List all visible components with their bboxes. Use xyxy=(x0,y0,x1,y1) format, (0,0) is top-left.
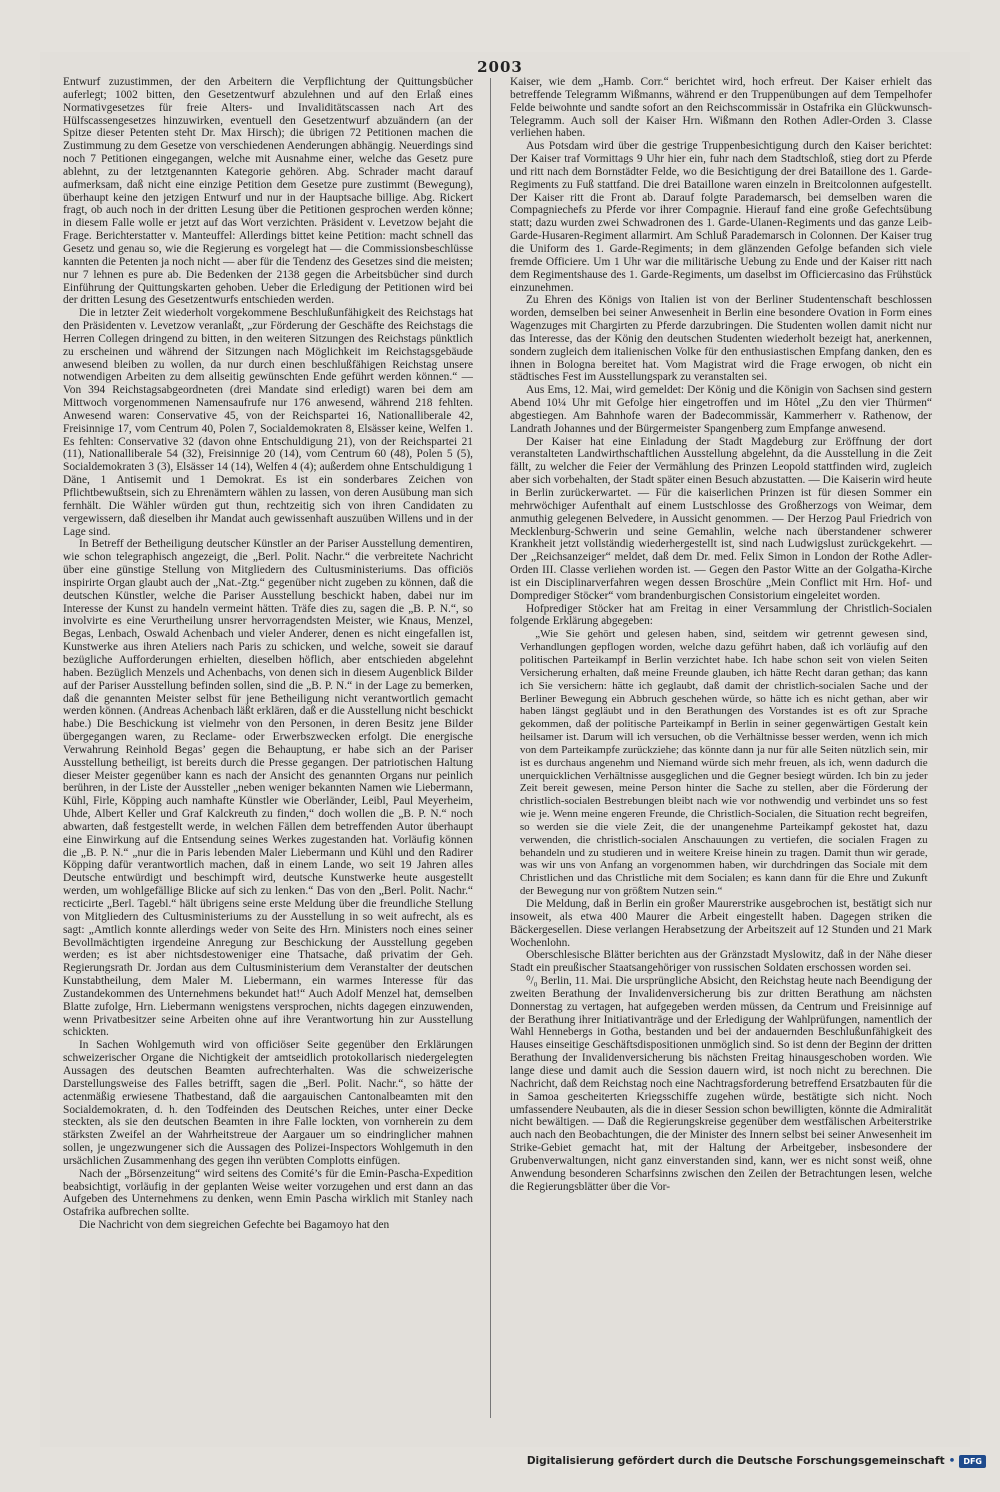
paragraph: Die Nachricht von dem siegreichen Gefechte bei Bagamoyo hat den xyxy=(78,1219,390,1232)
column-divider xyxy=(490,78,491,1418)
paragraph: Entwurf zuzustimmen, der den Arbeitern die Verpflichtung der Quittungsbücher auferlegt; 1002 bitten, den Gesetzentwurf abzulehnen und auf den Erlaß eines Normativgesetzes für freie Alters- und Invaliditätscassen nach Art des Hülfscassengesetzes hinzuwirken, eventuell den Gesetzentwurf abzuändern (an der Spitze dieser Petenten steht Dr. Max Hirsch); die übrigen 72 Petitionen machen die Zustimmung zu dem Gesetze von verschiedenen Aenderungen abhängig. Neuerdings sind noch 7 Petitionen eingegangen, welche mit Ausnahme einer, welche das Gesetz pure ablehnt, zu der letztgenannten Kategorie gehören. Abg. Schrader macht darauf aufmerksam, daß nicht eine einzige Petition dem Gesetze pure zustimmt (Bewegung), überhaupt keine den jetzigen Entwurf und nur in der Hauptsache billige. Abg. Rickert fragt, ob auch noch in der dritten Lesung über die Petitionen gesprochen werden könne; in diesem Falle wolle er jetzt auf das Wort verzichten. Präsident v. Levetzow bejaht die Frage. Berichterstatter v. Manteuffel: Allerdings bittet keine Petition: macht schnell das Gesetz und genau so, wie die Regierung es vorgelegt hat — die Commissionsbeschlüsse kannten die Petenten ja noch nicht — aber für die Tendenz des Gesetzes sind die meisten; nur 7 lehnen es pure ab. Die Bedenken der 2138 gegen die Arbeitsbücher sind durch Einführung der Quittungskarten gehoben. Ueber die Erledigung der Petitionen wird bei der dritten Lesung des Gesetzentwurfs entschieden werden. xyxy=(63,76,473,307)
paragraph: Die Meldung, daß in Berlin ein großer Maurerstrike ausgebrochen ist, bestätigt sich nur insoweit, als etwa 400 Maurer die Arbeit eingestellt haben. Dagegen striken die Bäckergesellen. Diese verlangen Herabsetzung der Arbeitszeit auf 12 Stunden und 21 Mark Wochenlohn. xyxy=(510,898,932,949)
footer-separator: • xyxy=(948,1455,956,1467)
paragraph: Kaiser, wie dem „Hamb. Corr.“ berichtet wird, hoch erfreut. Der Kaiser erhielt das betreffende Telegramm Wißmanns, während er den Truppenübungen auf dem Tempelhofer Felde beiwohnte und sandte sofort an den Reichscommissär in Ostafrika ein Glückwunsch-Telegramm. Auch soll der Kaiser Hrn. Wißmann den Rothen Adler-Orden 3. Classe verliehen haben. xyxy=(510,76,932,140)
paragraph: Aus Ems, 12. Mai, wird gemeldet: Der König und die Königin von Sachsen sind gestern Abend 10¼ Uhr mit Gefolge hier eingetroffen und im Hôtel „Zu den vier Thürmen“ abgestiegen. Am Bahnhofe waren der Badecommissär, Kammerherr v. Rathenow, der Landrath Johannes und der Bürgermeister Spangenberg zum Empfange anwesend. xyxy=(510,384,932,435)
dfg-logo-icon[interactable]: DFG xyxy=(959,1455,986,1468)
page-number: 2003 xyxy=(477,58,523,76)
paragraph: Hofprediger Stöcker hat am Freitag in einer Versammlung der Christlich-Socialen folgende Erklärung abgegeben: xyxy=(510,602,932,628)
quoted-declaration: „Wie Sie gehört und gelesen haben, sind, seitdem wir getrennt gewesen sind, Verhandlungen gepflogen worden, welche dazu geführt haben, daß ich vorläufig auf den politischen Parteikampf in Berlin verzichtet habe. Ich habe schon seit von vielen Seiten Versicherung erhalten, daß meine Freunde glauben, ich hätte Recht daran gethan; das kann ich Sie versichern: hätte ich geglaubt, daß damit der christlich-socialen Sache und der Berliner Bewegung ein Abbruch geschehen würde, so hätte ich es nicht gethan, aber wir haben längst gegläubt und in den Berathungen des Vorstandes ist es oft zur Sprache gekommen, daß der politische Parteikampf in Berlin in seiner gegenwärtigen Gestalt kein heilsamer ist. Darum will ich versuchen, ob die Verhältnisse besser werden, wenn ich mich von dem Parteikampfe zurückziehe; das könnte dann ja nur für alle Seiten nützlich sein, mir ist es durchaus angenehm und Niemand würde sich mehr freuen, als ich, wenn dadurch die unerquicklichen Verhältnisse ausgeglichen und die Gegner besiegt würden. Ich bin zu jeder Zeit bereit gewesen, meine Person hinter die Sache zu stellen, aber die Förderung der christlich-socialen Bestrebungen bleibt nach wie vor nothwendig und verbindet uns so fest wie je. Wenn meine engeren Freunde, die Christlich-Socialen, die Situation recht begreifen, so werden sie die viele Zeit, die der unangenehme Parteikampf gekostet hat, dazu verwenden, die christlich-socialen Anschauungen zu vertiefen, die socialen Fragen zu behandeln und zu studieren und in weitere Kreise hinein zu tragen. Damit thun wir gerade, was wir uns von Anfang an vorgenommen haben, wir durchdringen das Sociale mit dem Christlichen und das Christliche mit dem Socialen; es kann dann für die Ehre und Zukunft der Bewegung nur von größtem Nutzen sein.“ xyxy=(519,628,928,898)
paragraph: Zu Ehren des Königs von Italien ist von der Berliner Studentenschaft beschlossen worden, demselben bei seiner Anwesenheit in Berlin eine besondere Ovation in Form eines Wagenzuges mit Chargirten zu Pferde darzubringen. Die Studenten wollen damit nicht nur das Interesse, das der König den deutschen Studenten wiederholt bezeigt hat, anerkennen, sondern zugleich dem italienischen Volke für den enthusiastischen Empfang danken, den es ihnen in Bologna bereitet hat. Vom Magistrat wird die Frage erwogen, ob nicht ein städtisches Fest im Ausstellungspark zu veranstalten sei. xyxy=(510,294,932,384)
paragraph: ⁰/₀ Berlin, 11. Mai. Die ursprüngliche Absicht, den Reichstag heute nach Beendigung der zweiten Berathung der Invalidenversicherung bis zur dritten Berathung am nächsten Donnerstag zu vertagen, hat aufgegeben werden müssen, da Centrum und Freisinnige auf der Berathung ihrer Initiativanträge und der Erledigung der Wahlprüfungen, namentlich der Wahl Hennebergs in Gotha, bestanden und bei der andauernden Beschlußunfähigkeit des Hauses einseitige Geschäftsdispositionen unmöglich sind. So ist denn der Beginn der dritten Berathung der Invalidenversicherung bis nächsten Freitag hinausgeschoben worden. Wie lange diese und damit auch die Session dauern wird, ist noch nicht zu berechnen. Die Nachricht, daß dem Reichstag noch eine Nachtragsforderung betreffend Ersatzbauten für die in Samoa gescheiterten Kriegsschiffe zugehen würde, bestätigte sich nicht. Noch umfassendere Neubauten, als die in dieser Session schon bewilligten, könnte die Admiralität nicht bewältigen. — Daß die Regierungskreise gegenüber dem westfälischen Arbeiterstrike auch nach den Beobachtungen, die der Minister des Innern selbst bei seiner Anwesenheit im Strike-Gebiet gemacht hat, mit der Haltung der Arbeitgeber, insbesondere der Grubenverwaltungen, nicht ganz einverstanden sind, kann, wer es nicht sonst weiß, ohne Anwendung besonderen Scharfsinns zwischen den Zeilen der Betrachtungen lesen, welche die Regierungsblätter über die Vor- xyxy=(510,975,932,1193)
paragraph: Nach der „Börsenzeitung“ wird seitens des Comité’s für die Emin-Pascha-Expedition beabsichtigt, vorläufig in der geplanten Weise weiter vorzugehen und erst dann an das Aufgeben des Unternehmens zu denken, wenn Emin Pascha wirklich mit Stanley nach Ostafrika aufbrechen sollte. xyxy=(63,1167,473,1219)
paragraph: Oberschlesische Blätter berichten aus der Gränzstadt Myslowitz, daß in der Nähe dieser Stadt ein preußischer Staatsangehöriger von russischen Soldaten erschossen worden sei. xyxy=(510,949,932,975)
paragraph: Aus Potsdam wird über die gestrige Truppenbesichtigung durch den Kaiser berichtet: Der Kaiser traf Vormittags 9 Uhr hier ein, fuhr nach dem Stadtschloß, stieg dort zu Pferde und ritt nach dem Bornstädter Felde, wo die Besichtigung der drei Bataillone des 1. Garde-Regiments zu Fuß stattfand. Die drei Bataillone waren einzeln in Breitcolonnen aufgestellt. Der Kaiser ritt die Front ab. Darauf folgte Parademarsch, bei demselben waren die Compagniechefs zu Pferde vor ihrer Compagnie. Hierauf fand eine große Gefechtsübung statt; dazu wurden zwei Schwadronen des 1. Garde-Ulanen-Regiments und das ganze Leib-Garde-Husaren-Regiment allarmirt. Am Schluß Parademarsch in Colonnen. Der Kaiser trug die Uniform des 1. Garde-Regiments; in dem glänzenden Gefolge befanden sich viele fremde Officiere. Um 1 Uhr war die militärische Uebung zu Ende und der Kaiser ritt nach dem Regimentshause des 1. Garde-Regiments, um daselbst im Officiercasino das Frühstück einzunehmen. xyxy=(510,140,932,294)
paragraph: In Betreff der Betheiligung deutscher Künstler an der Pariser Ausstellung dementiren, wie schon telegraphisch angezeigt, die „Berl. Polit. Nachr.“ die verbreitete Nachricht über eine günstige Stellung von Mitgliedern des Cultusministeriums. Das officiös inspirirte Organ glaubt auch der „Nat.-Ztg.“ gegenüber nicht zugeben zu können, daß die deutschen Künstler, welche die Pariser Ausstellung beschickt haben, dabei nur im Interesse der Kunst zu handeln vermeint hätten. Träfe dies zu, sagen die „B. P. N.“, so involvirte es eine Verurtheilung unsrer hervorragendsten Meister, wie Knaus, Menzel, Begas, Lenbach, Oswald Achenbach und vieler Anderer, denen es nicht eingefallen ist, Kunstwerke aus ihren Ateliers nach Paris zu schicken, und welche, soweit sie darauf bezügliche Aufforderungen erhielten, dieselben höflich, aber entschieden abgelehnt haben. Bezüglich Menzels und Achenbachs, von denen sich in diesem Augenblick Bilder auf der Pariser Ausstellung befinden sollen, sind die „B. P. N.“ in der Lage zu bemerken, daß die genannten Meister selbst für jene Betheiligung nicht verantwortlich gemacht werden können. (Andreas Achenbach läßt erklären, daß er die Ausstellung nicht beschickt habe.) Die Beschickung ist vielmehr von den Personen, in deren Besitz jene Bilder übergegangen waren, zu Reclame- oder Erwerbszwecken erfolgt. Die energische Verwahrung Reinhold Begas’ gegen die Behauptung, er habe sich an der Pariser Ausstellung betheiligt, ist bereits durch die Presse gegangen. Der patriotischen Haltung dieser Meister gegenüber kann es nach der Ansicht des genannten Organs nur peinlich berühren, in der Liste der Aussteller „neben weniger bekannten Namen wie Liebermann, Kühl, Firle, Köpping auch namhafte Künstler wie Oberländer, Leibl, Paul Meyerheim, Uhde, Albert Keller und Graf Kalckreuth zu finden,“ doch wollen die „B. P. N.“ noch abwarten, daß festgestellt werde, in welchen Fällen dem betreffenden Autor überhaupt eine Einwirkung auf die Entsendung seines Werkes zugestanden hat. Vorläufig können die „B. P. N.“ „nur die in Paris lebenden Maler Liebermann und Kühl und den Radirer Köpping dafür verantwortlich machen, daß in einem Lande, wo seit 19 Jahren alles Deutsche entwürdigt und beschimpft wird, deutsche Kunstwerke heute ausgestellt werden, um wohlgefällige Blicke auf sich zu lenken.“ Das von den „Berl. Polit. Nachr.“ recticirte „Berl. Tagebl.“ hält übrigens seine erste Meldung über die freundliche Stellung von Mitgliedern des Cultusministeriums zu der Ausstellung in so weit aufrecht, als es sagt: „Amtlich konnte allerdings weder von Seite des Hrn. Ministers noch eines seiner Bevollmächtigten irgendeine Anregung zur Beschickung der Ausstellung gegeben werden; es ist aber nichtsdestoweniger eine Thatsache, daß privatim der Geh. Regierungsrath Dr. Jordan aus dem Cultusministerium dem Veranstalter der deutschen Kunstabtheilung, dem Maler M. Liebermann, ein warmes Interesse für das Zustandekommen des Unternehmens bekundet hat!“ Auch Adolf Menzel hat, demselben Blatte zufolge, Hrn. Liebermann wenigstens versprochen, nichts dagegen einzuwenden, wenn Privatbesitzer seine Arbeiten ohne auf ihre Verantwortung hin zur Ausstellung schickten. xyxy=(63,538,473,1039)
paragraph: Die in letzter Zeit wiederholt vorgekommene Beschlußunfähigkeit des Reichstags hat den Präsidenten v. Levetzow veranlaßt, „zur Förderung der Geschäfte des Reichstags die Herren Collegen dringend zu bitten, in den weiteren Sitzungen des Reichstags pünktlich zu erscheinen und während der Sitzungen nach Möglichkeit im Reichstagsgebäude anwesend bleiben zu wollen, da nur durch einen beschlußfähigen Reichstag unsere notwendigen Arbeiten zu dem allseitig gewünschten Ende geführt werden können.“ — Von 394 Reichstagsabgeordneten (drei Mandate sind erledigt) waren bei dem am Mittwoch vorgenommenen Namensaufrufe nur 176 anwesend, während 218 fehlten. Anwesend waren: Conservative 45, von der Reichspartei 16, Nationalliberale 42, Freisinnige 17, vom Centrum 40, Polen 7, Socialdemokraten 8, Elsässer keine, Welfen 1. Es fehlten: Conservative 32 (davon ohne Entschuldigung 21), von der Reichspartei 21 (11), Nationalliberale 54 (32), Freisinnige 20 (14), vom Centrum 60 (48), Polen 5 (5), Socialdemokraten 3 (3), Elsässer 14 (14), Welfen 4 (4); außerdem ohne Entschuldigung 1 Däne, 1 Antisemit und 1 Demokrat. Es ist ein sonderbares Zeichen von Pflichtbewußtsein, sich zu Ehrenämtern wählen zu lassen, von deren Ausübung man sich fernhält. Die Wähler würden gut thun, rechtzeitig sich von ihren Candidaten zu vergewissern, daß dieselben ihr Mandat auch gewissenhaft auszuüben Willens und in der Lage sind. xyxy=(63,307,473,538)
left-column xyxy=(63,76,473,1416)
right-column xyxy=(510,76,932,1416)
paragraph: Der Kaiser hat eine Einladung der Stadt Magdeburg zur Eröffnung der dort veranstalteten Landwirthschaftlichen Ausstellung abgelehnt, da die Ausstellung in die Zeit fällt, zu welcher die Feier der Vermählung des Prinzen Leopold stattfinden wird, zugleich aber sich vorbehalten, der Stadt später einen Besuch abzustatten. — Die Kaiserin wird heute in Berlin zurückerwartet. — Für die kaiserlichen Prinzen ist für diesen Sommer ein mehrwöchiger Aufenthalt auf einem Lustschlosse des Großherzogs von Weimar, dem anmuthig gelegenen Belvedere, in Aussicht genommen. — Der Herzog Paul Friedrich von Mecklenburg-Schwerin und seine Gemahlin, welche nach überstandener schwerer Krankheit jetzt vollständig wiederhergestellt ist, sind nach Ludwigslust zurückgekehrt. — Der „Reichsanzeiger“ meldet, daß dem Dr. med. Felix Simon in London der Rothe Adler-Orden III. Classe verliehen worden ist. — Gegen den Pastor Witte an der Golgatha-Kirche ist ein Disciplinarverfahren wegen dessen Broschüre „Mein Conflict mit Hrn. Hof- und Domprediger Stöcker“ vom brandenburgischen Consistorium eingeleitet worden. xyxy=(510,435,932,602)
footer-credit: Digitalisierung gefördert durch die Deutsche Forschungsgemeinschaft xyxy=(526,1455,945,1467)
digitization-footer xyxy=(527,1450,986,1472)
paragraph: In Sachen Wohlgemuth wird von officiöser Seite gegenüber den Erklärungen schweizerischer Organe die Nichtigkeit der amtseidlich protokollarisch niedergelegten Aussagen des deutschen Beamten aufrechterhalten. Was die schweizerische Darstellungsweise des Falles betrifft, sagen die „Berl. Polit. Nachr.“, so hätte der actenmäßig erwiesene Thatbestand, daß die aargauischen Cantonalbeamten mit den Socialdemokraten, d. h. den Todfeinden des Deutschen Reiches, unter einer Decke steckten, als sie den deutschen Beamten in ihre Falle lockten, von vornherein zu dem stärksten Zweifel an der Wahrheitstreue der Aargauer um so eindringlicher mahnen sollen, je ungezwungener sich die Aussagen des Polizei-Inspectors Wohlgemuth in den ursächlichen Zusammenhang des gegen ihn verübten Complotts einfügen. xyxy=(63,1039,473,1167)
